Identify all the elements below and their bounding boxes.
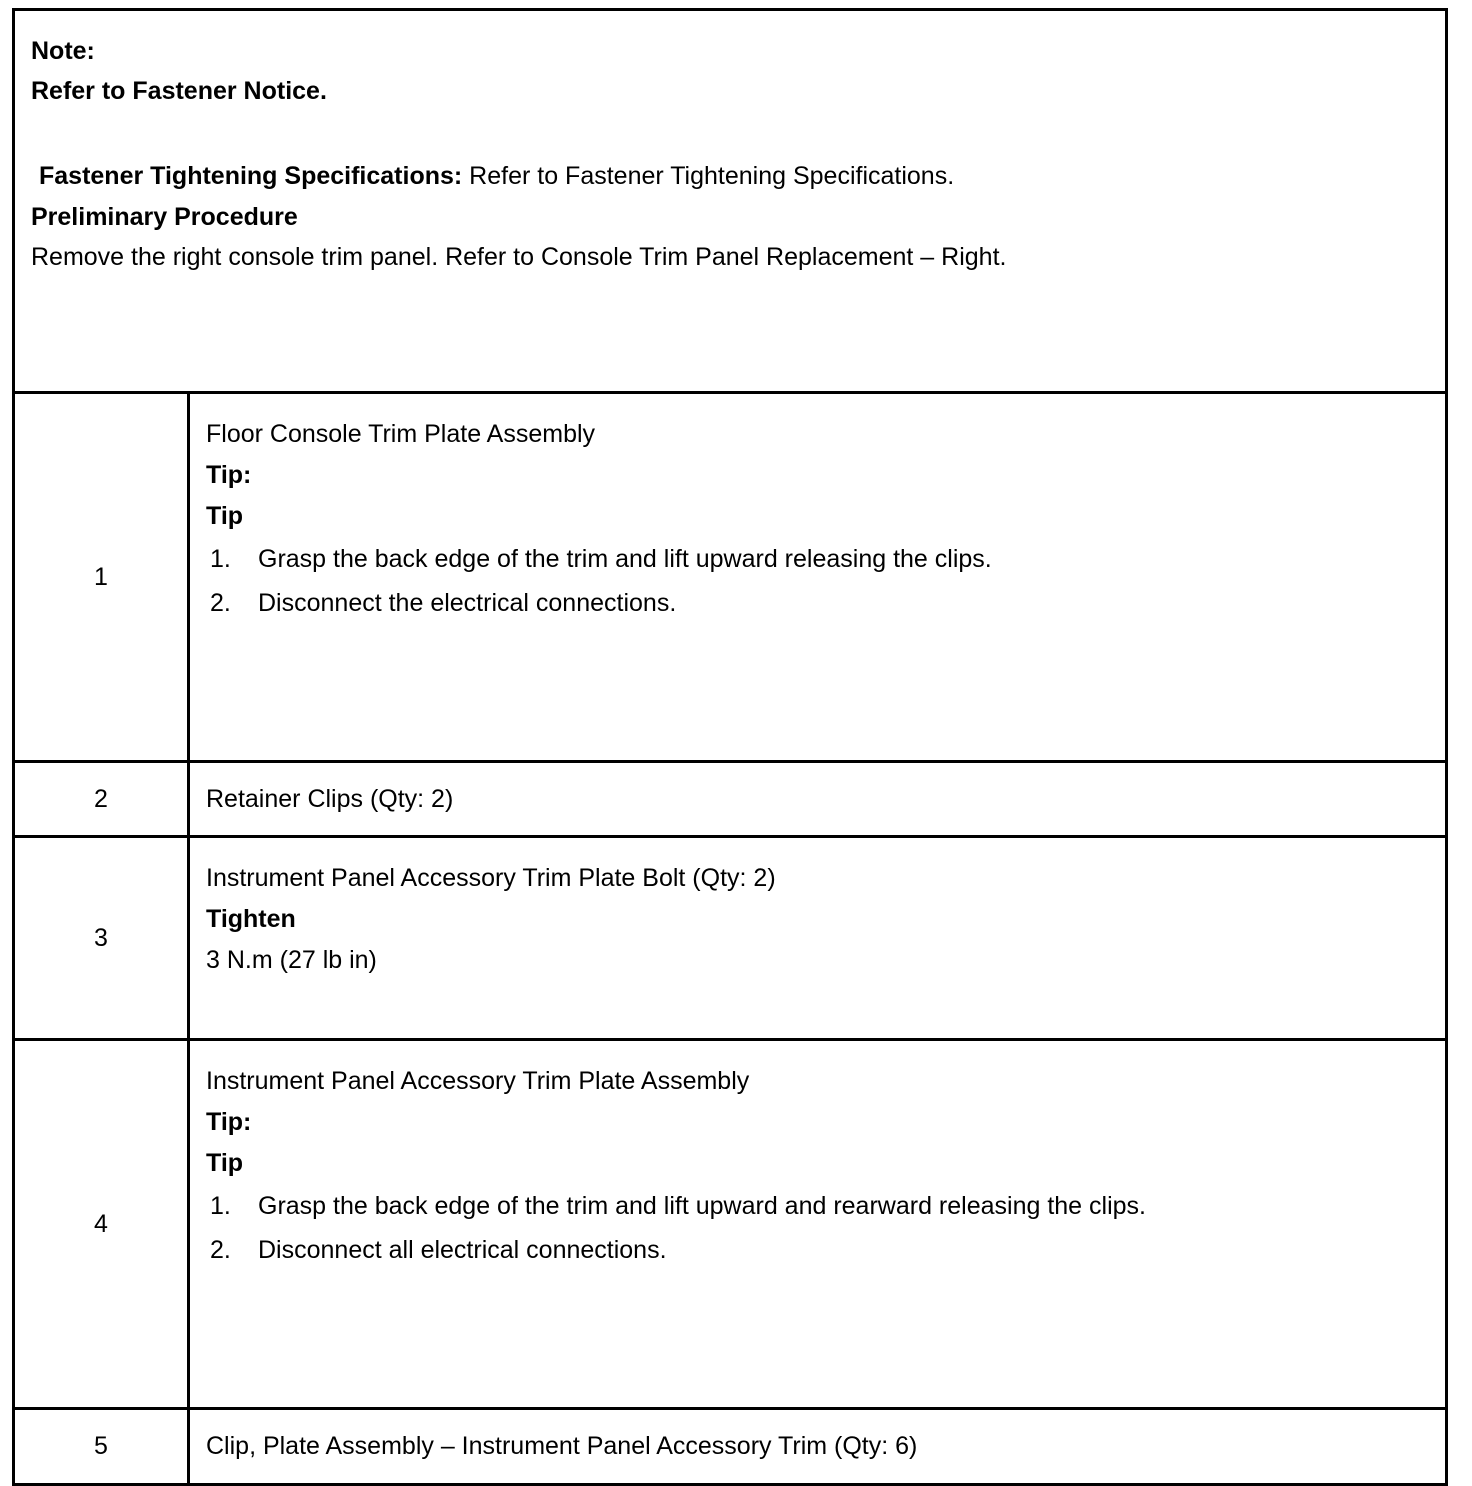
- list-item-number: 2.: [210, 589, 231, 617]
- list-item-number: 2.: [210, 1236, 231, 1264]
- list-item-text: Disconnect the electrical connections.: [258, 589, 677, 617]
- table-row: [14, 837, 1447, 1040]
- component-title: Retainer Clips (Qty: 2): [206, 784, 454, 813]
- header-row: [14, 10, 1447, 393]
- tip-label: Tip:: [206, 1108, 252, 1136]
- table-row: [14, 1040, 1447, 1409]
- step-content: [189, 837, 1447, 1040]
- instruction-list: [206, 1184, 1429, 1272]
- step-number: 4: [14, 1040, 189, 1409]
- step-content: [189, 762, 1447, 837]
- preliminary-procedure-text: Remove the right console trim panel. Refer to Console Trim Panel Replacement – Right.: [31, 243, 1007, 271]
- step-content: [189, 393, 1447, 762]
- instruction-list: [206, 537, 1429, 625]
- step-number: 2: [14, 762, 189, 837]
- step-number: 1: [14, 393, 189, 762]
- list-item-text: Grasp the back edge of the trim and lift upward releasing the clips.: [258, 545, 992, 573]
- tip-heading: Tip: [206, 502, 244, 530]
- torque-value: 3 N.m (27 lb in): [206, 946, 377, 974]
- procedure-table: [12, 8, 1448, 1486]
- preliminary-procedure-label: Preliminary Procedure: [31, 203, 298, 231]
- list-item-number: 1.: [210, 1192, 231, 1220]
- table-row: [14, 1409, 1447, 1485]
- fastener-spec-text: Refer to Fastener Tightening Specifications.: [469, 162, 955, 190]
- table-row: [14, 762, 1447, 837]
- tighten-label: Tighten: [206, 905, 296, 933]
- list-item-text: Disconnect all electrical connections.: [258, 1236, 667, 1264]
- tip-heading: Tip: [206, 1149, 244, 1177]
- list-item-number: 1.: [210, 545, 231, 573]
- header-cell: [14, 10, 1447, 393]
- fastener-spec-line: [31, 155, 1429, 197]
- step-content: [189, 1040, 1447, 1409]
- component-title: Instrument Panel Accessory Trim Plate Bolt (Qty: 2): [206, 864, 776, 892]
- fastener-notice: Refer to Fastener Notice.: [31, 77, 327, 105]
- step-number: 5: [14, 1409, 189, 1485]
- component-title: Floor Console Trim Plate Assembly: [206, 420, 596, 448]
- list-item-text: Grasp the back edge of the trim and lift upward and rearward releasing the clips.: [258, 1192, 1146, 1220]
- list-item: [206, 1184, 1429, 1228]
- note-label: Note:: [31, 37, 95, 65]
- step-number: 3: [14, 837, 189, 1040]
- spacer: [31, 111, 1429, 155]
- list-item: [206, 581, 1429, 625]
- tip-label: Tip:: [206, 461, 252, 489]
- list-item: [206, 1228, 1429, 1272]
- step-content: [189, 1409, 1447, 1485]
- list-item: [206, 537, 1429, 581]
- component-title: Clip, Plate Assembly – Instrument Panel Accessory Trim (Qty: 6): [206, 1432, 918, 1460]
- fastener-spec-label: Fastener Tightening Specifications:: [39, 162, 463, 190]
- table-row: [14, 393, 1447, 762]
- component-title: Instrument Panel Accessory Trim Plate Assembly: [206, 1067, 750, 1095]
